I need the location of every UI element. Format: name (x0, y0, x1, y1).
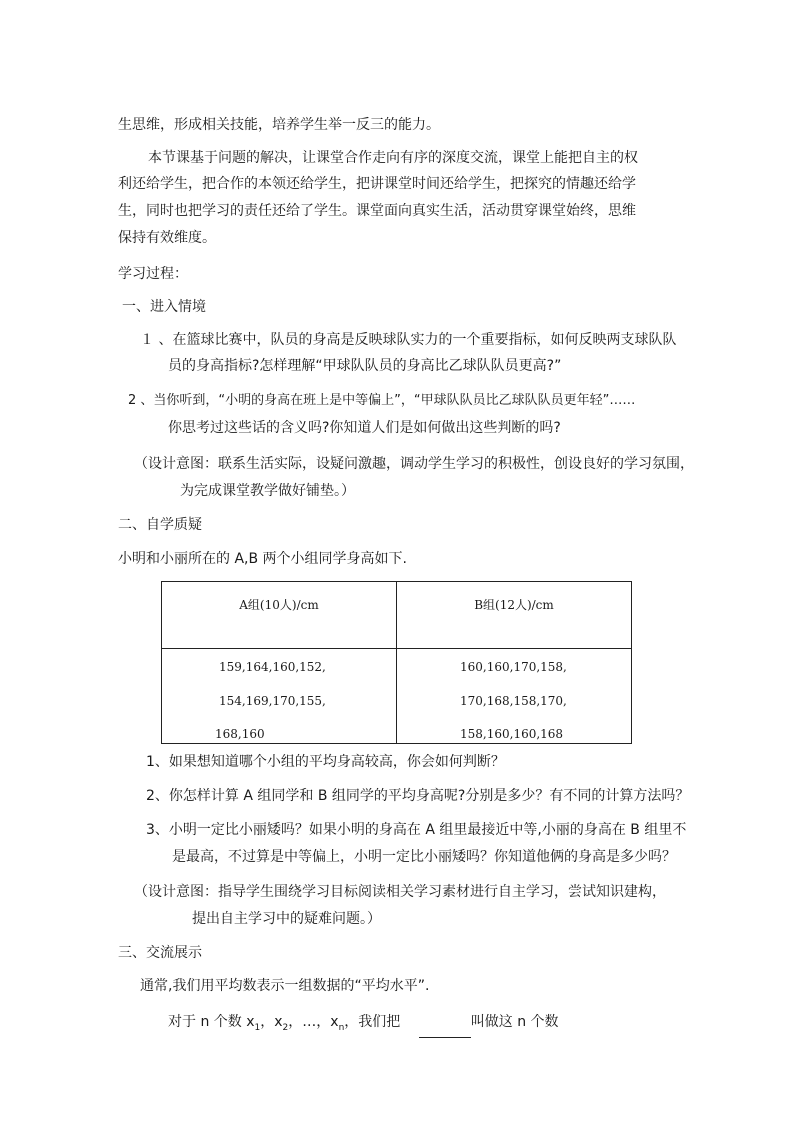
paragraph-line: 利还给学生，把合作的本领还给学生，把讲课堂时间还给学生，把探究的情趣还给学 (118, 176, 636, 192)
paragraph-line: 生，同时也把学习的责任还给了学生。课堂面向真实生活，活动贯穿课堂始终，思维 (118, 203, 636, 219)
subscript: 2 (282, 1022, 289, 1033)
table-cell-line: 158,160,160,168 (460, 727, 564, 741)
question-line: 1、如果想知道哪个小组的平均身高较高，你会如何判断？ (146, 754, 505, 770)
table-cell-line: 160,160,170,158, (460, 660, 567, 674)
formula-text: 叫做这 n 个数 (470, 1014, 559, 1030)
formula-text: ，我们把 (344, 1014, 401, 1030)
design-note: （设计意图：指导学生围绕学习目标阅读相关学习素材进行自主学习，尝试知识建构， (134, 884, 666, 900)
paragraph-line: 生思维，形成相关技能，培养学生举一反三的能力。 (118, 117, 440, 133)
table-cell-line: 154,169,170,155, (219, 694, 326, 708)
formula-text: ，x (260, 1014, 283, 1030)
table-header-b: B组(12人)/cm (397, 582, 632, 649)
subscript: n (338, 1022, 345, 1033)
fill-in-blank (419, 1021, 471, 1038)
question-line: 3、小明一定比小丽矮吗？如果小明的身高在 A 组里最接近中等,小丽的身高在 B 组里不 (146, 822, 687, 838)
question-line: １ 、在篮球比赛中，队员的身高是反映球队实力的一个重要指标，如何反映两支球队队 (140, 332, 677, 348)
table-cell-b (397, 649, 632, 744)
paragraph-line: 通常,我们用平均数表示一组数据的“平均水平”. (140, 978, 430, 994)
question-line: 你思考过这些话的含义吗?你知道人们是如何做出这些判断的吗? (168, 420, 561, 436)
paragraph-line: 本节课基于问题的解决，让课堂合作走向有序的深度交流，课堂上能把自主的权 (148, 150, 638, 166)
section-heading: 一、进入情境 (122, 299, 206, 315)
section-heading: 二、自学质疑 (118, 517, 202, 533)
section-heading: 三、交流展示 (118, 945, 202, 961)
table-cell-a (162, 649, 397, 744)
question-line: 员的身高指标?怎样理解“甲球队队员的身高比乙球队队员更高?” (168, 358, 562, 374)
table-cell-line: 170,168,158,170, (460, 694, 567, 708)
question-line: 2 、当你听到，“小明的身高在班上是中等偏上”，“甲球队队员比乙球队队员更年轻”…… (128, 393, 636, 408)
table-lead-text: 小明和小丽所在的 A,B 两个小组同学身高如下. (118, 551, 407, 567)
question-line: 是最高，不过算是中等偏上，小明一定比小丽矮吗？你知道他俩的身高是多少吗？ (172, 849, 676, 865)
table-cell-line: 159,164,160,152, (219, 660, 326, 674)
table-header-a: A组(10人)/cm (162, 582, 397, 649)
design-note: 为完成课堂教学做好铺垫。） (180, 483, 355, 499)
table-cell-line: 168,160 (215, 727, 265, 741)
design-note: 提出自主学习中的疑难问题。） (192, 911, 381, 927)
paragraph-line: 保持有效维度。 (118, 230, 216, 246)
formula-text: 对于 n 个数 x (168, 1014, 255, 1030)
subscript: 1 (254, 1022, 261, 1033)
formula-line (168, 1012, 559, 1038)
height-table (161, 581, 632, 744)
learning-process-heading: 学习过程： (118, 266, 188, 282)
question-line: 2、你怎样计算 A 组同学和 B 组同学的平均身高呢?分别是多少？有不同的计算方法吗？ (146, 788, 690, 804)
design-note: （设计意图：联系生活实际，设疑问激趣，调动学生学习的积极性，创设良好的学习氛围， (134, 456, 694, 472)
formula-text: ，…，x (288, 1014, 339, 1030)
